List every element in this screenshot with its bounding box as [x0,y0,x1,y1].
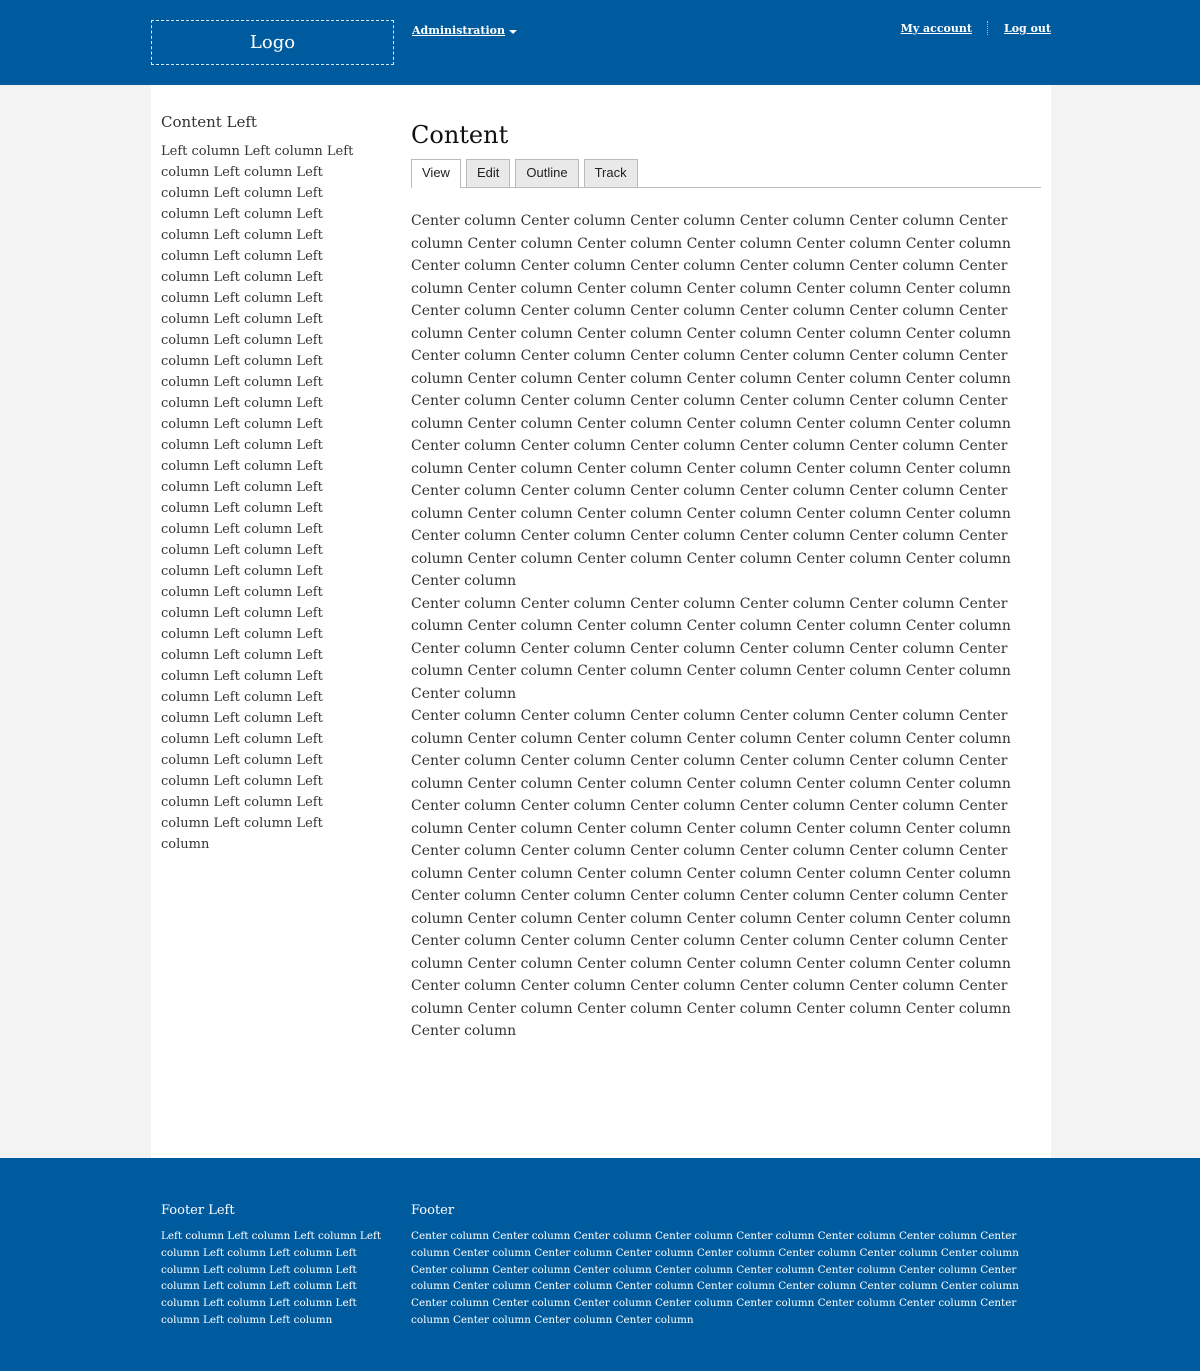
footer-left-text: Left column Left column Left column Left column Left column Left column Left column Left column Left column Left column Left column Left column Left column Left column Left column Left column Left column Left column [161,1230,382,1326]
footer-center-text: Center column Center column Center column Center column Center column Center column Center column Center column Center column Center column Center column Center column Center column Center column Center column Center column Center column Center column Center column Center column Center column Center column Center column Center column Center column Center column Center column Center column Center column Center column Center column Center column Center column Center column Center column Center column Center column Center column Center column Center column Center column [411,1230,1019,1326]
left-sidebar-text: Left column Left column Left column Left column Left column Left column Left column Left column Left column Left column Left column Left column Left column Left column Left column Left column Left column Left column Left column Left column Left column Left column Left column Left column Left column Left column Left column Left column Left column Left column Left column Left column Left column Left column Left column Left column Left column Left column Left column Left column Left column Left column Left column Left column Left column Left column Left column Left column Left column Left column Left column Left column Left column Left column Left column Left column Left column Left column Left column Left column Left column Left column Left column Left column Left column Left column Left column [161,144,354,852]
tab-bar [411,159,1041,188]
footer-left-region [161,1203,391,1329]
footer-title: Footer [411,1203,455,1218]
tab-edit[interactable]: Edit [466,159,510,187]
administration-menu-label[interactable]: Administration [412,24,506,37]
content-paragraph: Center column Center column Center column Center column Center column Center column Center column Center column Center column Center column Center column Center column Center column Center column Center column Center column Center column Center column Center column Center column Center column Center column Center column Center column Center column Center column Center column Center column Center column Center column Center column Center column Center column Center column Center column Center column Center column Center column Center column Center column Center column Center column Center column Center column Center column Center column Center column Center column Center column Center column Center column Center column Center column Center column Center column Center column Center column Center column Center column Center column Center column Center column Center column Center column Center column Center column Center column Center column Center column Center column Center column Center column Center column Center column Center column Center column Center column Center column Center column Center column Center column Center column Center column Center column Center column Center column Center column Center column Center column [411,213,1011,589]
tab-track[interactable]: Track [584,159,638,187]
footer-center-region [411,1203,1031,1329]
left-sidebar-title: Content Left [161,113,257,131]
chevron-down-icon[interactable] [509,30,517,34]
site-header [0,0,1200,85]
administration-menu[interactable] [412,24,517,37]
user-links [901,21,1051,35]
page-content [151,85,1051,1158]
log-out-link[interactable]: Log out [1003,21,1051,35]
page-title: Content [411,121,509,149]
tab-outline[interactable]: Outline [515,159,578,187]
site-footer [0,1158,1200,1371]
link-divider [987,21,989,35]
footer-left-title: Footer Left [161,1203,235,1218]
site-logo[interactable]: Logo [151,20,394,65]
left-sidebar [161,113,371,855]
content-paragraph: Center column Center column Center column Center column Center column Center column Center column Center column Center column Center column Center column Center column Center column Center column Center column Center column Center column Center column Center column Center column Center column Center column Center column Center column Center column Center column Center column Center column Center column Center column Center column Center column Center column Center column Center column Center column Center column Center column Center column Center column Center column Center column Center column Center column Center column Center column Center column Center column Center column Center column Center column Center column Center column Center column Center column Center column Center column Center column Center column Center column Center column Center column Center column Center column Center column Center column Center column Center column Center column Center column Center column Center column Center column Center column Center column Center column Center column Center column [411,708,1011,1039]
my-account-link[interactable]: My account [900,21,972,35]
tab-view[interactable]: View [411,159,461,188]
content-paragraph: Center column Center column Center column Center column Center column Center column Center column Center column Center column Center column Center column Center column Center column Center column Center column Center column Center column Center column Center column Center column Center column Center column Center column [411,595,1011,702]
main-content [411,121,1041,1043]
